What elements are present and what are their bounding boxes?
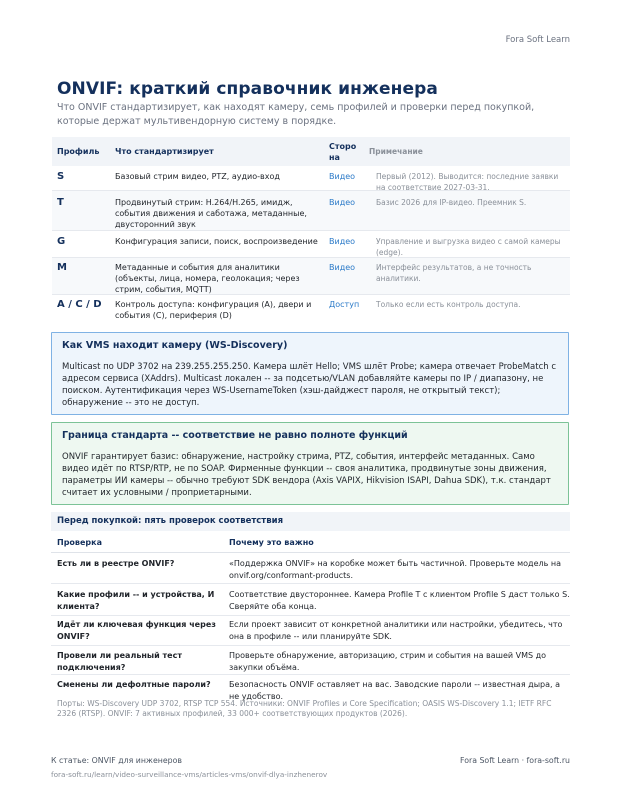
footer-site: Fora Soft Learn · fora-soft.ru xyxy=(460,756,570,765)
check-row xyxy=(51,646,570,675)
profile-side-link[interactable]: Видео xyxy=(329,172,356,181)
header-why: Почему это важно xyxy=(229,538,314,548)
check-row xyxy=(51,584,570,616)
check-reason: Проверьте обнаружение, авторизацию, стрим и события на вашей VMS до закупки объёма. xyxy=(229,651,547,672)
page-subtitle: Что ONVIF стандартизирует, как находят камеру, семь профилей и проверки перед покупкой, которые держат мультивендорную систему в порядке. xyxy=(57,102,535,127)
profile-code: M xyxy=(57,262,67,273)
profile-code: A / C / D xyxy=(57,299,102,310)
check-question: Какие профили -- и устройства, И клиента? xyxy=(57,590,215,611)
profile-note: Первый (2012). Выводится: последние заявки на соответствие 2027-03-31. xyxy=(376,172,559,192)
check-reason: Безопасность ONVIF оставляет на вас. Заводские пароли -- известная дыра, а не удобство. xyxy=(229,680,560,701)
check-question: Есть ли в реестре ONVIF? xyxy=(57,559,175,568)
profile-what: Метаданные и события для аналитики (объекты, лица, номера, геолокация; через стрим, события, MQTT) xyxy=(115,263,300,294)
profile-row-m xyxy=(52,258,570,295)
discovery-callout xyxy=(51,332,569,415)
profile-row-acd xyxy=(52,295,570,322)
header-profile: Профиль xyxy=(57,147,100,156)
profile-side-link[interactable]: Видео xyxy=(329,198,356,207)
profile-note: Интерфейс результатов, а не точность аналитики. xyxy=(376,263,532,283)
profile-code: T xyxy=(57,197,64,208)
profile-what: Базовый стрим видео, PTZ, аудио-вход xyxy=(115,172,280,181)
profile-what: Конфигурация записи, поиск, воспроизведение xyxy=(115,237,318,246)
checks-title: Перед покупкой: пять проверок соответствия xyxy=(51,512,570,531)
check-question: Идёт ли ключевая функция через ONVIF? xyxy=(57,620,216,641)
check-reason: Если проект зависит от конкретной аналитики или настройки, убедитесь, что она в профиле -- или планируйте SDK. xyxy=(229,620,563,641)
sources-footnote: Порты: WS-Discovery UDP 3702, RTSP TCP 554. Источники: ONVIF Profiles и Core Specification; OASIS WS-Discovery 1.1; IETF RFC 2326 (RTSP). ONVIF: 7 активных профилей, 33 000+ соответствующих продуктов (2026). xyxy=(57,699,552,718)
discovery-title: Как VMS находит камеру (WS-Discovery) xyxy=(62,340,288,351)
check-reason: Соответствие двустороннее. Камера Profile T с клиентом Profile S даст только S. Сверяйте оба конца. xyxy=(229,590,570,611)
boundary-callout xyxy=(51,422,569,505)
footer-url-link[interactable]: fora-soft.ru/learn/video-surveillance-vms/articles-vms/onvif-dlya-inzhenerov xyxy=(51,770,328,779)
profile-row-t xyxy=(52,191,570,231)
boundary-text: ONVIF гарантирует базис: обнаружение, настройку стрима, PTZ, события, интерфейс метаданных. Само видео идёт по RTSP/RTP, не по SOAP. Фирменные функции -- своя аналитика, продвинутые зоны движения, параметры ИИ камеры -- обычно требуют SDK вендора (Axis VAPIX, Hikvision ISAPI, Dahua SDK), т.к. стандарт считает их условными / проприетарными. xyxy=(62,452,551,498)
check-row xyxy=(51,616,570,646)
brand-header: Fora Soft Learn xyxy=(505,35,570,45)
profile-what: Контроль доступа: конфигурация (A), двери и события (C), периферия (D) xyxy=(115,300,312,320)
profile-note: Управление и выгрузка видео с самой камеры (edge). xyxy=(376,237,561,257)
discovery-text: Multicast по UDP 3702 на 239.255.255.250. Камера шлёт Hello; VMS шлёт Probe; камера отвечает ProbeMatch с адресом сервиса (XAddrs). Multicast локален -- за подсетью/VLAN добавляйте камеры по IP / диапазону, не поиском. Аутентификация через WS-UsernameToken (хэш-дайджест пароля, не открытый текст); обнаружение -- это не доступ. xyxy=(62,362,557,408)
check-question: Провели ли реальный тест подключения? xyxy=(57,651,182,672)
page-title: ONVIF: краткий справочник инженера xyxy=(57,79,438,99)
profile-row-s xyxy=(52,166,570,191)
profile-side-link[interactable]: Видео xyxy=(329,263,356,272)
profile-what: Продвинутый стрим: H.264/H.265, имидж, события движения и саботажа, метаданные, двусторонний звук xyxy=(115,198,307,229)
profile-code: G xyxy=(57,236,66,247)
checks-table-header xyxy=(51,534,570,553)
profile-note: Только если есть контроль доступа. xyxy=(376,300,521,309)
header-check: Проверка xyxy=(57,538,102,548)
check-row xyxy=(51,553,570,584)
boundary-title: Граница стандарта -- соответствие не равно полноте функций xyxy=(62,430,408,441)
profiles-table-header xyxy=(52,137,570,166)
profiles-table xyxy=(52,137,570,322)
header-side: Сторо на xyxy=(329,141,357,162)
header-what: Что стандартизирует xyxy=(115,147,214,156)
profile-row-g xyxy=(52,231,570,258)
check-reason: «Поддержка ONVIF» на коробке может быть частичной. Проверьте модель на onvif.org/conformant-products. xyxy=(229,559,561,580)
profile-side-link[interactable]: Видео xyxy=(329,237,356,246)
profile-code: S xyxy=(57,171,65,182)
profile-note: Базис 2026 для IP-видео. Преемник S. xyxy=(376,198,527,207)
checks-table xyxy=(51,512,570,705)
check-question: Сменены ли дефолтные пароли? xyxy=(57,680,211,689)
footer-article-link[interactable]: К статье: ONVIF для инженеров xyxy=(51,756,182,765)
profile-side-link[interactable]: Доступ xyxy=(329,300,360,309)
header-note: Примечание xyxy=(369,147,423,156)
